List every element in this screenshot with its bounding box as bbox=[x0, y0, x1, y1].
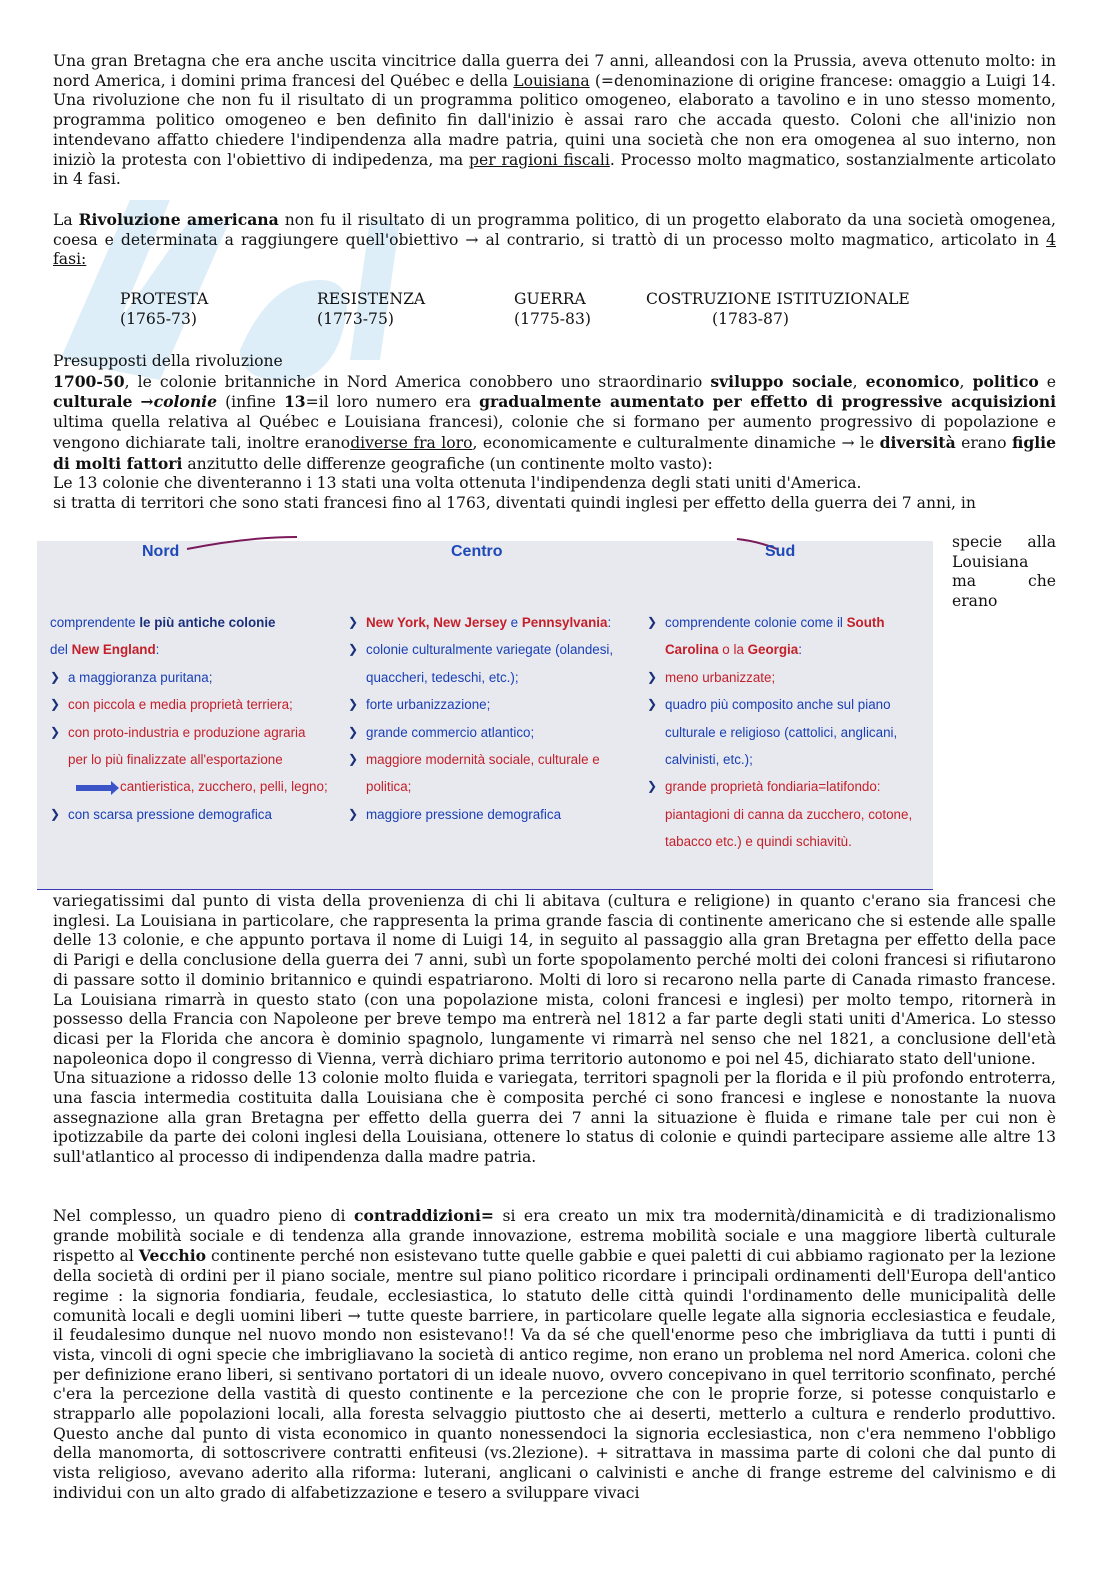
bullet-icon: ❯ bbox=[348, 697, 359, 712]
list-item: ❯ maggiore pressione demografica bbox=[348, 801, 630, 828]
nord-intro: comprendente le più antiche colonie del New England: bbox=[50, 615, 276, 658]
centro-intro: ❯ New York, New Jersey e Pennsylvania: bbox=[348, 609, 630, 636]
phase-guerra: GUERRA (1775-83) bbox=[514, 290, 591, 328]
intro-paragraph: Una gran Bretagna che era anche uscita vincitrice dalla guerra dei 7 anni, alleandosi con la Prussia, aveva ottenuto molto: in nord America, i domini prima francesi del Québec e della Louisiana (=denominazione di origine francese: omaggio a Luigi 14. Una rivoluzione che non fu il risultato di un programma politico omogeneo, elaborato a tavolino e in uno stesso momento, programma politico omogeneo e ben definito fin dall'inizio è assai raro che accada questo. Coloni che all'inizio non intendevano affatto chiedere l'indipendenza alla madre patria, quini una società che non era omogenea al suo interno, non iniziò la protesta con l'obiettivo di indipedenza, ma per ragioni fiscali. Processo molto magmatico, sostanzialmente articolato in 4 fasi. bbox=[53, 52, 1056, 189]
louisiana-paragraph: variegatissimi dal punto di vista della provenienza di chi li abitava (cultura e religione) in quanto c'erano sia francesi che inglesi. La Louisiana in particolare, che rappresenta la prima grande fascia di continente americano che si estende alle spalle delle 13 colonie, e che appunto portava il nome di Luigi 14, in seguito al passaggio alla gran Bretagna per effetto della pace di Parigi e della conclusione della guerra dei 7 anni, subì un forte spopolamento perché molti dei coloni francesi si rifiutarono di passare sotto il dominio britannico e quindi espatriarono. Molti di loro si recarono nella parte di Canada rimasto francese. La Louisiana rimarrà in questo stato (con una popolazione mista, coloni francesi e inglesi) per molto tempo, ritornerà in possesso della Francia con Napoleone per breve tempo ma entrerà nel 1812 a far parte degli stati uniti d'America. Lo stesso dicasi per la Florida che ancora è dominio spagnolo, lungamente vi rimarrà nel senso che nel 1821, a conclusione dell'età napoleonica dopo il congresso di Vienna, verrà dichiaro prima territorio autonomo e poi nel 45, dichiarato stato dell'unione. Una situazione a ridosso delle 13 colonie molto fluida e variegata, territori spagnoli per la florida e il più profondo entroterra, una fascia intermedia costituita dalla Louisiana che è composita perché ci sono francesi e inglese e nonostante la nuova assegnazione alla gran Bretagna per effetto della guerra dei 7 anni la situazione è fluida e rimane tale per cui non è ipotizzabile da parte dei coloni inglesi della Louisiana, ottenere lo status di colonie e quindi partecipare assieme alle altre 13 sull'atlantico al processo di indipendenza dalla madre patria. bbox=[53, 892, 1056, 1167]
list-item: ❯ meno urbanizzate; bbox=[647, 664, 919, 691]
bullet-icon: ❯ bbox=[50, 724, 61, 739]
bullet-icon: ❯ bbox=[647, 669, 658, 684]
head-sud: Sud bbox=[765, 543, 796, 560]
list-item: ❯ grande proprietà fondiaria=latifondo: piantagioni di canna da zucchero, cotone, tabacco etc.) e quindi schiavitù. bbox=[647, 773, 919, 855]
bullet-icon: ❯ bbox=[348, 642, 359, 657]
list-item: ❯ grande commercio atlantico; bbox=[348, 719, 630, 746]
list-item: ❯ con scarsa pressione demografica bbox=[50, 801, 328, 828]
bullet-icon: ❯ bbox=[348, 615, 359, 629]
list-item: ❯ colonie culturalmente variegate (olandesi, quaccheri, tedeschi, etc.); bbox=[348, 636, 630, 691]
list-item: ❯ con proto-industria e produzione agraria per lo più finalizzate all'esportazionecantieristica, zucchero, pelli, legno; bbox=[50, 719, 328, 801]
sud-column bbox=[647, 609, 919, 856]
bullet-icon: ❯ bbox=[50, 806, 61, 821]
head-centro: Centro bbox=[451, 543, 503, 560]
bullet-icon: ❯ bbox=[647, 779, 658, 794]
bullet-icon: ❯ bbox=[50, 697, 61, 712]
head-nord: Nord bbox=[142, 543, 180, 560]
bullet-icon: ❯ bbox=[647, 615, 658, 629]
bullet-icon: ❯ bbox=[348, 752, 359, 767]
nord-column bbox=[50, 609, 328, 828]
bullet-icon: ❯ bbox=[647, 697, 658, 712]
list-item: ❯ forte urbanizzazione; bbox=[348, 691, 630, 718]
side-text: specie alla Louisiana ma che erano bbox=[952, 533, 1056, 611]
bullet-icon: ❯ bbox=[50, 669, 61, 684]
bullet-icon: ❯ bbox=[348, 806, 359, 821]
phase-resistenza: RESISTENZA (1773-75) bbox=[317, 290, 426, 328]
revolution-paragraph: La Rivoluzione americana non fu il risultato di un programma politico, di un progetto elaborato da una società omogenea, coesa e determinata a raggiungere quell'obiettivo → al contrario, si trattò di un processo molto magmatico, articolato in 4 fasi: bbox=[53, 210, 1057, 269]
list-item: ❯ a maggioranza puritana; bbox=[50, 664, 328, 691]
list-item: ❯ quadro più composito anche sul piano culturale e religioso (cattolici, anglicani, calvinisti, etc.); bbox=[647, 691, 919, 773]
presupposti-paragraph: Presupposti della rivoluzione 1700-50, le colonie britanniche in Nord America conobbero uno straordinario sviluppo sociale, economico, politico e culturale →colonie (infine 13=il loro numero era gradualmente aumentato per effetto di progressive acquisizioni ultima quella relativa al Québec e Louisiana francesi), colonie che si formano per aumento progressivo di popolazione e vengono dichiarate tali, inoltre eranodiverse fra loro, economicamente e culturalmente dinamiche → le diversità erano figlie di molti fattori anzitutto delle differenze geografiche (un continente molto vasto): Le 13 colonie che diventeranno i 13 stati una volta ottenuta l'indipendenza degli stati uniti d'America. si tratta di territori che sono stati francesi fino al 1763, diventati quindi inglesi per effetto della guerra dei 7 anni, in bbox=[53, 352, 1057, 512]
phase-protesta: PROTESTA (1765-73) bbox=[120, 290, 209, 328]
list-item: ❯ con piccola e media proprietà terriera; bbox=[50, 691, 328, 718]
colonies-diagram bbox=[37, 541, 933, 890]
contraddizioni-paragraph: Nel complesso, un quadro pieno di contraddizioni= si era creato un mix tra modernità/dinamicità e di tradizionalismo grande mobilità sociale e di tendenza alla grande innovazione, estrema mobilità sociale e una maggiore libertà culturale rispetto al Vecchio continente perché non esistevano tutte quelle gabbie e quei paletti di cui abbiamo ragionato per la lezione della società di ordini per il piano sociale, mentre sul piano politico ricordare i principali ordinamenti dell'Europa dell'antico regime : la signoria fondiaria, feudale, ecclesiastica, lo statuto delle città quindi l'ordinamento delle municipalità delle comunità locali e degli uomini liberi → tutte queste barriere, in particolare quelle legate alla signoria ecclesiastica e feudale, il feudalesimo dunque nel nuovo mondo non esistevano!! Va da sé che quell'enorme peso che imbrigliava da tutti i punti di vista, vincoli di ogni specie che imbrigliavano la società di antico regime, non erano un problema nel nord America. coloni che per definizione erano liberi, si sentivano portatori di un ideale nuovo, ovvero concepivano in quel territorio sconfinato, perché c'era la percezione della vastità di questo continente e la percezione che con le proprie forze, si potesse conquistarlo e strapparlo alle popolazioni locali, alla foresta selvaggio piuttosto che ai deserti, metterlo a cultura e renderlo produttivo. Questo anche dal punto di vista economico in quanto nonessendoci la signoria ecclesiastica, non c'era nemmeno l'obbligo della manomorta, di sottoscrivere contratti enfiteusi (vs.2lezione). + sitrattava in massima parte di coloni che dal punto di vista religioso, avevano aderito alla riforma: luterani, anglicani o calvinisti e anche di frange estreme del calvinismo e di individui con un alto grado di alfabetizzazione e tesero a sviluppare vivaci bbox=[53, 1206, 1056, 1502]
centro-column bbox=[348, 609, 630, 828]
arrow-right-icon bbox=[76, 785, 112, 791]
sud-intro: ❯ comprendente colonie come il South Carolina o la Georgia: bbox=[647, 609, 919, 664]
phase-costruzione: COSTRUZIONE ISTITUZIONALE (1783-87) bbox=[646, 290, 910, 328]
bullet-icon: ❯ bbox=[348, 724, 359, 739]
list-item: ❯ maggiore modernità sociale, culturale e politica; bbox=[348, 746, 630, 801]
